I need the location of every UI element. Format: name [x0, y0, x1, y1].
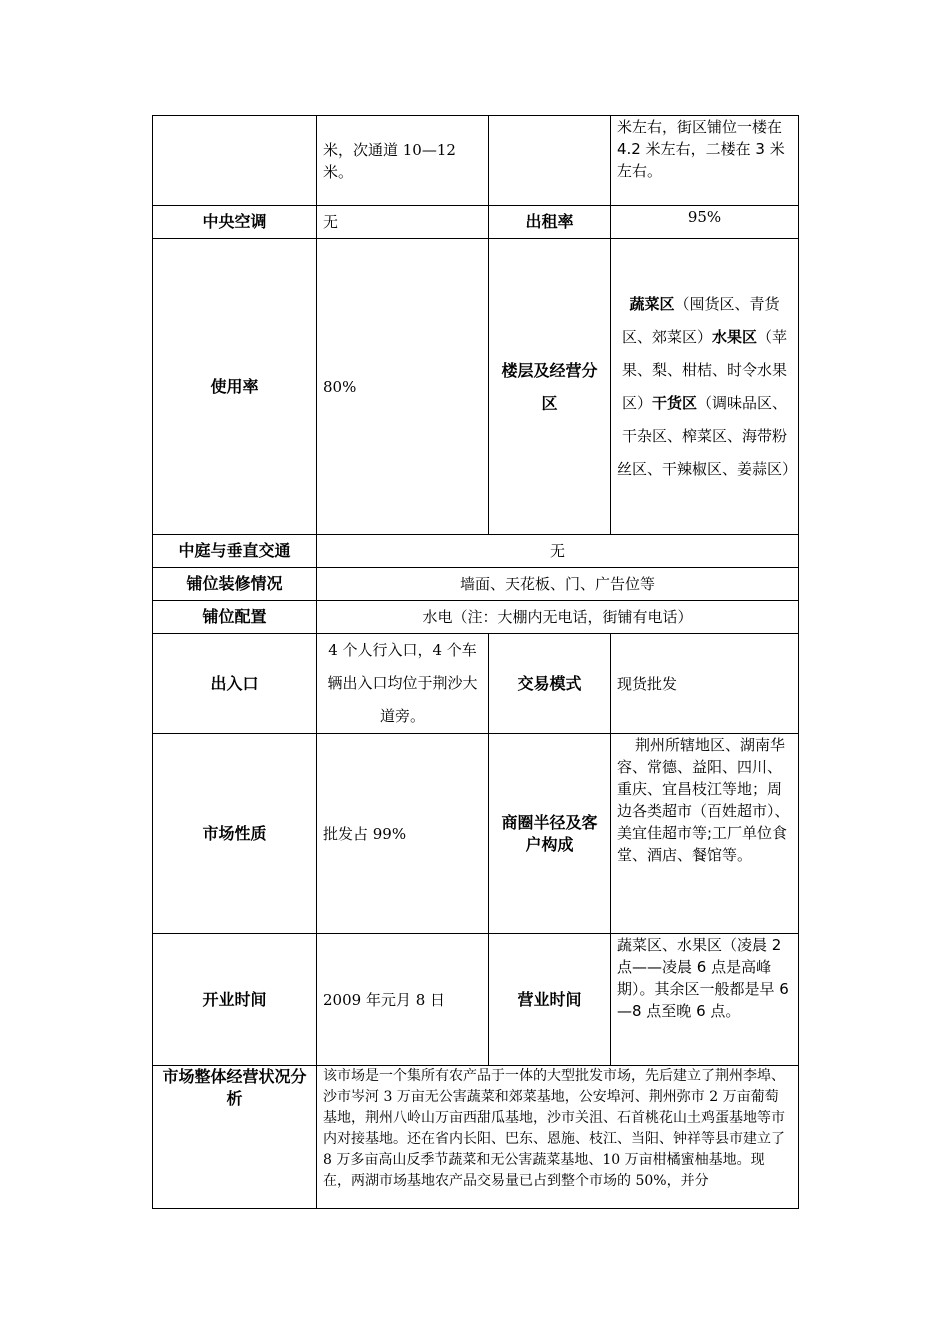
road-width-cell: 米，次通道 10—12 米。 [317, 116, 489, 206]
entrance-label: 出入口 [153, 634, 317, 734]
atrium-label: 中庭与垂直交通 [153, 535, 317, 568]
central-ac-label: 中央空调 [153, 206, 317, 239]
zone-fruit-name: 水果区 [711, 327, 757, 346]
table-row [153, 568, 799, 601]
zone-vegetable-name: 蔬菜区 [629, 294, 675, 313]
table-row [153, 116, 799, 206]
zone-fruit-desc: （苹果、梨、柑桔、时令水果区） [621, 327, 788, 412]
table-row [153, 239, 799, 535]
facilities-value: 水电（注：大棚内无电话，街铺有电话） [317, 601, 799, 634]
facilities-label: 铺位配置 [153, 601, 317, 634]
table-row [153, 934, 799, 1066]
decoration-label: 铺位装修情况 [153, 568, 317, 601]
zone-vegetable-desc: （囤货区、青货区、郊菜区） [621, 294, 780, 346]
usage-rate-value: 80% [317, 239, 489, 535]
floor-zones-value [611, 239, 799, 535]
occupancy-value: 95% [611, 206, 799, 239]
trade-mode-label: 交易模式 [489, 634, 611, 734]
usage-rate-label: 使用率 [153, 239, 317, 535]
table-row [153, 535, 799, 568]
overall-analysis-value: 该市场是一个集所有农产品于一体的大型批发市场，先后建立了荆州李埠、沙市岑河 3 万亩无公害蔬菜和郊菜基地，公安埠河、荆州弥市 2 万亩葡萄基地，荆州八岭山万亩西甜瓜基地，沙市关沮、石首桃花山土鸡蛋基地等市内对接基地。还在省内长阳、巴东、恩施、枝江、当阳、钟祥等县市建立了 8 万多亩高山反季节蔬菜和无公害蔬菜基地、10 万亩柑橘蜜柚基地。现在，两湖市场基地农产品交易量已占到整个市场的 50%，并分 [317, 1066, 799, 1209]
entrance-value: 4 个人行入口，4 个车辆出入口均位于荆沙大道旁。 [317, 634, 489, 734]
overall-analysis-label: 市场整体经营状况分析 [153, 1066, 317, 1209]
table-row [153, 634, 799, 734]
opening-date-label: 开业时间 [153, 934, 317, 1066]
market-nature-value: 批发占 99% [317, 734, 489, 934]
floor-zones-label: 楼层及经营分区 [489, 239, 611, 535]
table-row [153, 734, 799, 934]
market-info-table [152, 115, 799, 1209]
trade-mode-value: 现货批发 [611, 634, 799, 734]
central-ac-value: 无 [317, 206, 489, 239]
business-hours-label: 营业时间 [489, 934, 611, 1066]
trade-area-value: 荆州所辖地区、湖南华容、常德、益阳、四川、重庆、宜昌枝江等地；周边各类超市（百姓超市）、美宜佳超市等;工厂单位食堂、酒店、餐馆等。 [611, 734, 799, 934]
floor-height-cell: 米左右，街区铺位一楼在 4.2 米左右，二楼在 3 米左右。 [611, 116, 799, 206]
market-nature-label: 市场性质 [153, 734, 317, 934]
opening-date-value: 2009 年元月 8 日 [317, 934, 489, 1066]
table-row [153, 1066, 799, 1209]
table-row [153, 601, 799, 634]
trade-area-label: 商圈半径及客户构成 [489, 734, 611, 934]
zone-dry-goods-name: 干货区 [651, 393, 697, 412]
atrium-value: 无 [317, 535, 799, 568]
zone-dry-goods-desc: （调味品区、干杂区、榨菜区、海带粉丝区、干辣椒区、姜蒜区） [617, 393, 798, 478]
business-hours-value: 蔬菜区、水果区（凌晨 2 点——凌晨 6 点是高峰期）。其余区一般都是早 6—8 点至晚 6 点。 [611, 934, 799, 1066]
empty-cell [153, 116, 317, 206]
decoration-value: 墙面、天花板、门、广告位等 [317, 568, 799, 601]
empty-cell [489, 116, 611, 206]
occupancy-label: 出租率 [489, 206, 611, 239]
table-row [153, 206, 799, 239]
